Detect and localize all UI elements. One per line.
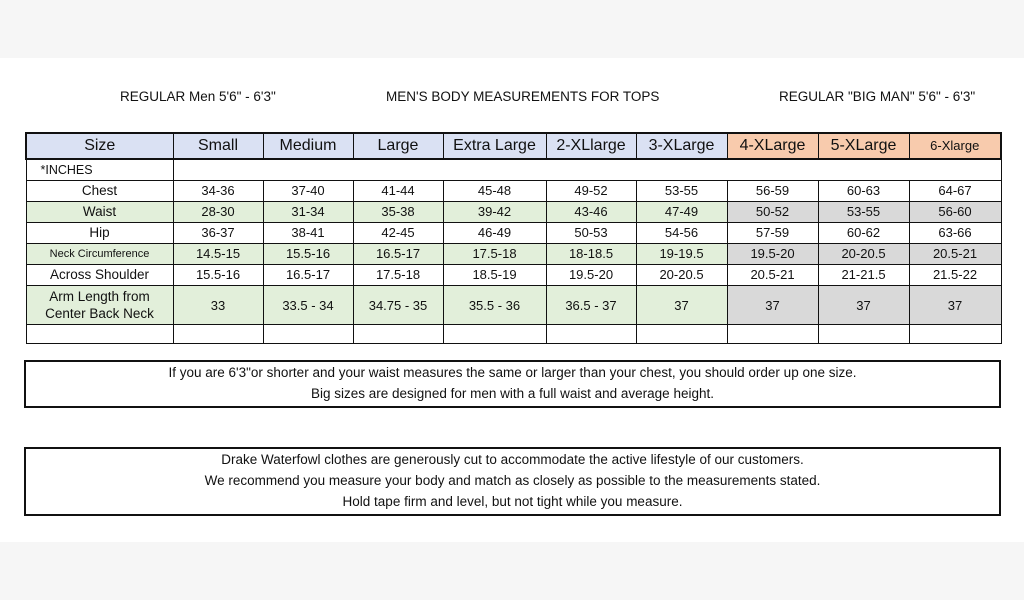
table-cell: 60-63: [818, 181, 909, 202]
column-header-3xl: 3-XLarge: [636, 133, 727, 159]
table-cell: 57-59: [727, 223, 818, 244]
column-header-5xl: 5-XLarge: [818, 133, 909, 159]
table-cell: 15.5-16: [173, 265, 263, 286]
table-cell: 18-18.5: [546, 244, 636, 265]
table-cell: 21.5-22: [909, 265, 1001, 286]
table-row-hip: [26, 223, 1001, 244]
fit-advice-line: Big sizes are designed for men with a full waist and average height.: [311, 386, 714, 401]
table-cell: 37: [818, 286, 909, 325]
table-cell: 53-55: [818, 202, 909, 223]
row-label: Neck Circumference: [26, 244, 173, 265]
table-cell: 54-56: [636, 223, 727, 244]
units-row: [26, 159, 1001, 181]
chart-title: MEN'S BODY MEASUREMENTS FOR TOPS: [386, 89, 660, 104]
table-cell: 19.5-20: [727, 244, 818, 265]
table-cell: 63-66: [909, 223, 1001, 244]
table-cell: 17.5-18: [443, 244, 546, 265]
table-row-neck: [26, 244, 1001, 265]
table-cell: 53-55: [636, 181, 727, 202]
table-cell: [26, 325, 173, 344]
table-cell: 16.5-17: [353, 244, 443, 265]
table-cell: [353, 325, 443, 344]
table-cell: 56-60: [909, 202, 1001, 223]
table-cell: 37: [636, 286, 727, 325]
table-cell: [546, 325, 636, 344]
table-cell: 37: [727, 286, 818, 325]
row-label: Chest: [26, 181, 173, 202]
measuring-note-line: Hold tape firm and level, but not tight while you measure.: [342, 494, 683, 509]
row-label-line1: Arm Length from: [49, 289, 150, 304]
table-cell: 33.5 - 34: [263, 286, 353, 325]
table-cell: [263, 325, 353, 344]
measuring-note-box: [24, 447, 1001, 516]
column-header-6xl: 6-Xlarge: [909, 133, 1001, 159]
row-label: Hip: [26, 223, 173, 244]
table-cell: 20-20.5: [636, 265, 727, 286]
table-cell: 33: [173, 286, 263, 325]
big-man-heading: REGULAR "BIG MAN" 5'6" - 6'3": [779, 89, 976, 104]
table-cell: 39-42: [443, 202, 546, 223]
row-label: Across Shoulder: [26, 265, 173, 286]
table-cell: [818, 325, 909, 344]
table-cell: 35.5 - 36: [443, 286, 546, 325]
regular-men-heading: REGULAR Men 5'6" - 6'3": [120, 89, 276, 104]
table-row-shoulder: [26, 265, 1001, 286]
table-row-chest: [26, 181, 1001, 202]
column-header-2xl: 2-XLlarge: [546, 133, 636, 159]
table-cell: 36-37: [173, 223, 263, 244]
table-cell: 42-45: [353, 223, 443, 244]
table-cell: 19.5-20: [546, 265, 636, 286]
units-row-blank: [173, 159, 1001, 181]
measuring-note-line: Drake Waterfowl clothes are generously cut to accommodate the active lifestyle of our customers.: [221, 452, 804, 467]
table-cell: 47-49: [636, 202, 727, 223]
table-cell: 41-44: [353, 181, 443, 202]
table-cell: 28-30: [173, 202, 263, 223]
table-cell: 56-59: [727, 181, 818, 202]
table-cell: 20.5-21: [909, 244, 1001, 265]
table-cell: [636, 325, 727, 344]
table-cell: 64-67: [909, 181, 1001, 202]
column-header-small: Small: [173, 133, 263, 159]
table-cell: 37-40: [263, 181, 353, 202]
column-header-xl: Extra Large: [443, 133, 546, 159]
table-cell: 20-20.5: [818, 244, 909, 265]
table-cell: 14.5-15: [173, 244, 263, 265]
table-cell: [173, 325, 263, 344]
table-cell: 45-48: [443, 181, 546, 202]
size-table: [25, 132, 1002, 344]
table-cell: 20.5-21: [727, 265, 818, 286]
table-cell: 15.5-16: [263, 244, 353, 265]
column-header-medium: Medium: [263, 133, 353, 159]
table-cell: 34-36: [173, 181, 263, 202]
table-cell: [727, 325, 818, 344]
table-cell: [909, 325, 1001, 344]
table-cell: 17.5-18: [353, 265, 443, 286]
table-cell: 43-46: [546, 202, 636, 223]
table-cell: 50-53: [546, 223, 636, 244]
table-cell: 19-19.5: [636, 244, 727, 265]
table-cell: 60-62: [818, 223, 909, 244]
table-cell: 37: [909, 286, 1001, 325]
table-cell: 38-41: [263, 223, 353, 244]
table-cell: 49-52: [546, 181, 636, 202]
measuring-note-line: We recommend you measure your body and match as closely as possible to the measurements stated.: [204, 473, 821, 488]
fit-advice-line: If you are 6'3"or shorter and your waist measures the same or larger than your chest, you should order up one size.: [168, 365, 857, 380]
column-header-size: Size: [26, 133, 173, 159]
table-cell: 34.75 - 35: [353, 286, 443, 325]
table-cell: 31-34: [263, 202, 353, 223]
row-label: [26, 286, 173, 325]
table-cell: 46-49: [443, 223, 546, 244]
table-row-empty: [26, 325, 1001, 344]
table-cell: 21-21.5: [818, 265, 909, 286]
column-header-4xl: 4-XLarge: [727, 133, 818, 159]
table-cell: 16.5-17: [263, 265, 353, 286]
table-cell: [443, 325, 546, 344]
table-header-row: [26, 133, 1001, 159]
table-cell: 35-38: [353, 202, 443, 223]
fit-advice-box: [24, 360, 1001, 408]
table-row-waist: [26, 202, 1001, 223]
row-label: Waist: [26, 202, 173, 223]
table-cell: 18.5-19: [443, 265, 546, 286]
column-header-large: Large: [353, 133, 443, 159]
table-cell: 36.5 - 37: [546, 286, 636, 325]
table-cell: 50-52: [727, 202, 818, 223]
units-label: *INCHES: [26, 159, 173, 181]
table-row-arm-length: [26, 286, 1001, 325]
row-label-line2: Center Back Neck: [45, 306, 154, 321]
